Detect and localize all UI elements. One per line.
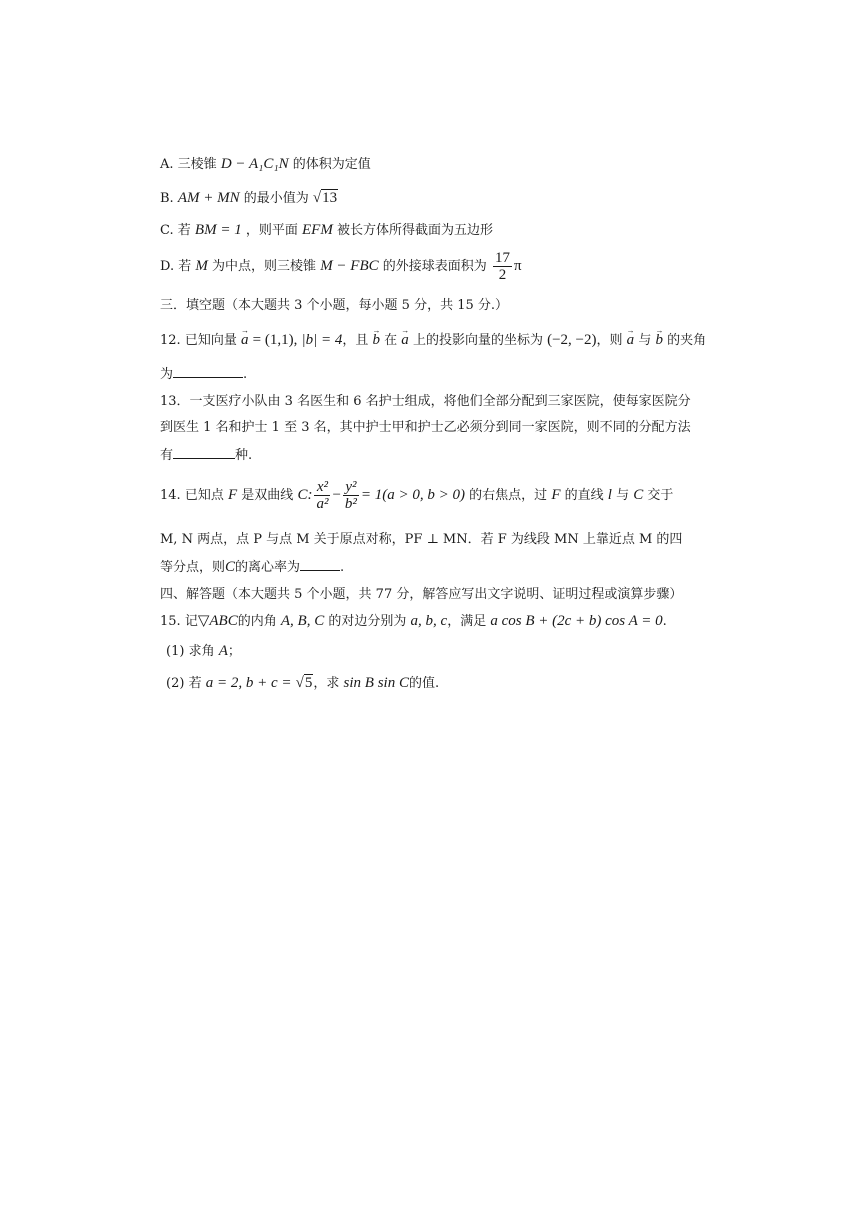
- q12-mid1: ，且: [342, 333, 369, 348]
- question-15: [160, 611, 667, 632]
- option-a-expr: D − A₁C₁N: [220, 156, 289, 172]
- q15-part1-post: ；: [227, 644, 241, 659]
- q14-line3-c: C: [225, 559, 236, 575]
- q15-part1-number: (1): [166, 644, 185, 659]
- section-3-title: 三．填空题（本大题共 3 个小题，每小题 5 分，共 15 分.）: [160, 298, 509, 313]
- question-14: [160, 475, 673, 516]
- option-d-frac-num: 17: [494, 250, 510, 266]
- option-d-mid: 为中点，则三棱锥: [212, 259, 317, 274]
- option-c-expr: BM = 1: [194, 222, 242, 238]
- q15-equation: a cos B + (2c + b) cos A = 0: [490, 613, 663, 629]
- q14-curve-c: C:: [297, 487, 313, 503]
- q14-line-l: l: [607, 487, 612, 503]
- q15-part2-sqrt: √5: [295, 675, 313, 691]
- option-d-label: D.: [160, 259, 175, 274]
- q14-curve-c2: C: [633, 487, 644, 503]
- question-12: [160, 328, 706, 353]
- question-12-line2: [160, 364, 247, 385]
- q14-mid2: 的右焦点，过: [469, 488, 548, 503]
- option-b-label: B.: [160, 191, 174, 206]
- q15-part2-condition: a = 2, b + c =: [205, 675, 292, 691]
- q15-angles: A, B, C: [280, 613, 325, 629]
- q12-mid3: 上的投影向量的坐标为: [412, 333, 543, 348]
- q14-pre: 已知点: [184, 488, 224, 503]
- q14-line3-post: .: [340, 560, 345, 575]
- q14-line3-pre: 等分点，则: [160, 560, 226, 575]
- option-d-frac-den: 2: [498, 267, 507, 283]
- q14-mid3: 的直线: [564, 488, 604, 503]
- q14-b2: b²: [344, 496, 357, 512]
- q13-line3-pre: 有: [160, 448, 174, 463]
- option-c: [160, 220, 493, 241]
- question-15-part1: [166, 641, 241, 662]
- question-15-part2: [166, 673, 439, 694]
- q15-number: 15.: [160, 614, 181, 629]
- q14-mid1: 是双曲线: [241, 488, 294, 503]
- q15-part1-var: A: [218, 643, 228, 659]
- option-d-point: M: [195, 258, 208, 274]
- q13-line3-post: 种.: [235, 448, 253, 463]
- q14-a2: a²: [316, 496, 329, 512]
- q12-mid4: ，则: [596, 333, 623, 348]
- option-d-pre: 若: [178, 259, 192, 274]
- option-d-pi: π: [513, 258, 522, 274]
- option-c-post: 被长方体所得截面为五边形: [336, 223, 493, 238]
- question-14-line3: [160, 557, 344, 578]
- q12-coord: (−2, −2): [547, 332, 597, 348]
- q15-part2-radicand: 5: [304, 675, 313, 691]
- q14-condition: = 1(a > 0, b > 0): [360, 487, 466, 503]
- option-a-post: 的体积为定值: [292, 157, 371, 172]
- option-a-pre: 三棱锥: [177, 157, 217, 172]
- q12-vec-a2: → a: [401, 328, 409, 352]
- option-d-fraction: [493, 250, 512, 283]
- option-c-pre: 若: [177, 223, 191, 238]
- q15-part2-mid: ，求: [313, 676, 340, 691]
- q15-part2-number: (2): [166, 676, 185, 691]
- q12-vec-b2: → b: [655, 328, 663, 352]
- q14-minus: −: [332, 487, 341, 503]
- q14-mid4: 与: [616, 488, 630, 503]
- q15-part2-pre: 若: [188, 676, 202, 691]
- option-b-mid: 的最小值为: [243, 191, 309, 206]
- q14-y2: y²: [343, 479, 359, 496]
- q12-line2-post: .: [243, 367, 248, 382]
- q12-vec-a: → a: [241, 328, 249, 352]
- option-a: [160, 154, 371, 175]
- q14-point-f2: F: [551, 487, 561, 503]
- option-c-mid: ，则平面: [245, 223, 298, 238]
- q12-vec-a3: → a: [627, 328, 635, 352]
- q15-part2-post: 的值.: [408, 676, 440, 691]
- q12-line2-pre: 为: [160, 367, 174, 382]
- q15-part2-expr: sin B sin C: [343, 675, 409, 691]
- q15-mid2: 的对边分别为: [328, 614, 407, 629]
- q14-answer-blank[interactable]: [300, 557, 340, 571]
- q12-mid5: 与: [638, 333, 652, 348]
- q12-a-value: = (1,1),: [252, 332, 298, 348]
- q14-mid5: 交于: [647, 488, 674, 503]
- question-13-line3: [160, 445, 252, 466]
- q15-pre: 记: [184, 614, 198, 629]
- q12-pre: 已知向量: [184, 333, 237, 348]
- q15-mid3: ，满足: [447, 614, 487, 629]
- option-a-label: A.: [160, 157, 174, 172]
- q15-part1-text: 求角: [188, 644, 215, 659]
- q12-mid2: 在: [384, 333, 398, 348]
- option-d-post: 的外接球表面积为: [382, 259, 487, 274]
- q12-number: 12.: [160, 333, 181, 348]
- option-d-expr: M − FBC: [320, 258, 379, 274]
- q12-answer-blank[interactable]: [173, 364, 243, 378]
- question-14-line2: M, N 两点，点 P 与点 M 关于原点对称，PF ⊥ MN．若 F 为线段 MN 上靠近点 M 的四: [160, 532, 683, 547]
- q14-line3-mid: 的离心率为: [235, 560, 301, 575]
- option-b-sqrt: √13: [312, 190, 338, 206]
- option-d: [160, 250, 522, 283]
- option-c-plane: EFM: [302, 222, 333, 238]
- q12-vec-b: → b: [373, 328, 381, 352]
- q15-mid1: 的内角: [237, 614, 277, 629]
- option-b-expr: AM + MN: [177, 190, 240, 206]
- q14-point-f: F: [227, 487, 238, 503]
- q15-sides: a, b, c: [410, 613, 448, 629]
- q13-answer-blank[interactable]: [173, 445, 235, 459]
- q14-frac-y: [343, 479, 359, 512]
- q14-frac-x: [314, 479, 330, 512]
- option-c-label: C.: [160, 223, 174, 238]
- question-13-line2: 到医生 1 名和护士 1 至 3 名，其中护士甲和护士乙必须分到同一家医院，则不同的分配方法: [160, 420, 691, 435]
- option-b: [160, 188, 338, 209]
- q12-post: 的夹角: [667, 333, 707, 348]
- option-b-radicand: 13: [322, 190, 338, 206]
- q14-number: 14.: [160, 488, 181, 503]
- q12-b-abs: |b| = 4: [301, 332, 343, 348]
- q15-triangle: ▽ABC: [197, 613, 238, 629]
- section-4-title: 四、解答题（本大题共 5 个小题，共 77 分，解答应写出文字说明、证明过程或演算步骤）: [160, 587, 683, 602]
- q14-x2: x²: [314, 479, 330, 496]
- question-13-line1: 13．一支医疗小队由 3 名医生和 6 名护士组成，将他们全部分配到三家医院，使每家医院分: [160, 394, 691, 409]
- q15-post: .: [662, 614, 667, 629]
